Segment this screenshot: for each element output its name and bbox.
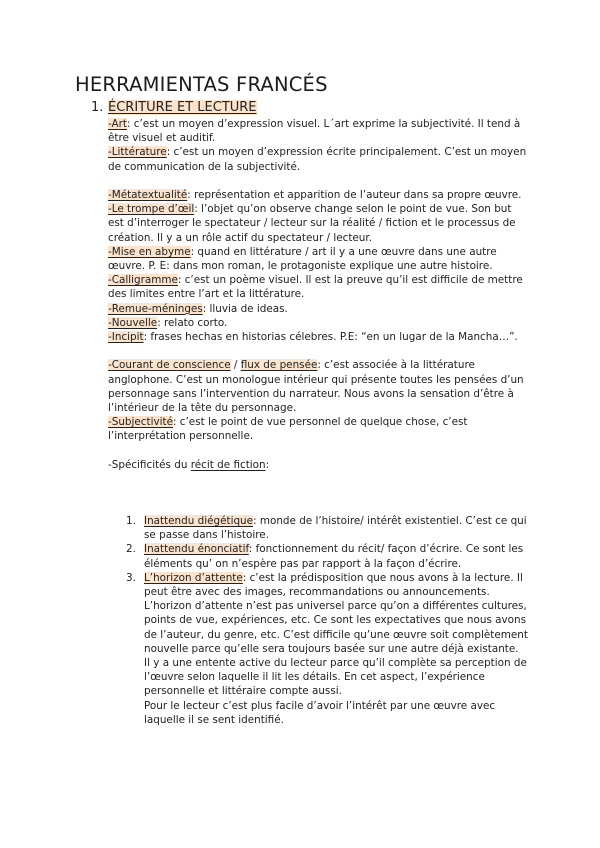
definition-text: : lluvia de ideas. <box>202 302 288 315</box>
term: -Art <box>108 118 127 130</box>
definition-text: : c’est un poème visuel. Il est la preuve qu’il est difficile de mettre des limites entre l’art et la littérature. <box>108 274 523 301</box>
list-item <box>126 571 534 727</box>
term: flux de pensée <box>240 359 318 372</box>
list-item <box>126 542 534 570</box>
list-number: 1. <box>126 515 136 527</box>
definition-metatextualite <box>108 188 528 202</box>
term: -Subjectivité <box>108 416 173 429</box>
definition-text: : c’est associée à la littérature anglophone. C’est un monologue intérieur qui présente toutes les pensées d’un personnage sans l’intervention du narrateur. Nous avons la sensation d’être à l’intérieur de la tête du personnage. <box>108 359 524 415</box>
term: -Incipit <box>108 331 144 344</box>
definition-text: : relato corto. <box>157 316 228 329</box>
term: -Remue-méninges <box>108 302 203 315</box>
term: -Courant de conscience <box>108 359 231 372</box>
definition-mise-en-abyme <box>108 245 528 273</box>
page-title: HERRAMIENTAS FRANCÉS <box>75 73 328 96</box>
definition-trompe-oeil <box>108 202 528 245</box>
definition-text: : quand en littérature / art il y a une œuvre dans une autre œuvre. P. E: dans mon roman, le protagoniste explique une autre histoire. <box>108 245 497 273</box>
term: -Métatextualité <box>108 189 188 201</box>
definition-calligramme <box>108 273 528 301</box>
definition-incipit <box>108 330 528 344</box>
specifics-prefix: -Spécificités du <box>108 458 191 471</box>
definition-art <box>108 117 528 145</box>
term: -Calligramme <box>108 274 178 287</box>
section-title-text: ÉCRITURE ET LECTURE <box>108 100 257 115</box>
definition-subjectivite <box>108 415 528 443</box>
list-text: : c’est la prédisposition que nous avons à la lecture. Il peut être avec des images, recommandations ou announcements. L’horizon d’attente n’est pas universel parce qu’on a différentes cultures, points de vue, expériences, etc. Ce sont les expectatives que nous avons de l’auteur, du genre, etc. C’est difficile qu’une œuvre soit complètement nouvelle parce qu’elle sera toujours basée sur une autre déjà existante. <box>144 571 528 655</box>
definition-text: : c’est un moyen d’expression visuel. L´art exprime la subjectivité. Il tend à être visuel et auditif. <box>108 118 521 145</box>
list-text: : monde de l’histoire/ intérêt existentiel. C’est ce qui se passe dans l’histoire. <box>144 515 527 542</box>
list-paragraph: Pour le lecteur c’est plus facile d’avoir l’intérêt par une œuvre avec laquelle il se sent identifié. <box>144 699 496 726</box>
specifics-list <box>126 514 534 727</box>
definition-text: : représentation et apparition de l’auteur dans sa propre œuvre. <box>187 189 522 201</box>
definitions-block <box>108 117 528 472</box>
specifics-suffix: : <box>265 458 270 471</box>
list-number: 2. <box>126 543 136 556</box>
specifics-heading <box>108 458 528 472</box>
term: L’horizon d’attente <box>144 571 243 584</box>
term: -Mise en abyme <box>108 245 191 258</box>
definition-text: : c’est le point de vue personnel de quelque chose, c’est l’interprétation personnelle. <box>108 416 468 443</box>
section-title <box>108 100 257 115</box>
list-number: 3. <box>126 571 136 584</box>
list-text: : fonctionnement du récit/ façon d’écrire. Ce sont les éléments qu’ on n’espère pas par rapport à la façon d’écrire. <box>144 543 524 570</box>
term: Inattendu énonciatif <box>144 543 249 556</box>
list-item <box>126 514 534 542</box>
section-number: 1. <box>91 100 104 115</box>
list-paragraph: Il y a une entente active du lecteur parce qu’il complète sa perception de l’œuvre selon laquelle il lit les détails. En cet aspect, l’expérience personnelle et littéraire compte aussi. <box>144 657 527 698</box>
definition-courant-de-conscience <box>108 358 528 415</box>
definition-text: : l’objet qu’on observe change selon le point de vue. Son but est d’interroger le spectateur / lecteur sur la réalité / fiction et le processus de création. Il y a un rôle actif du spectateur / lecteur. <box>108 203 516 244</box>
definition-text: : c’est un moyen d’expression écrite principalement. C’est un moyen de communication de la subjectivité. <box>108 146 527 173</box>
specifics-link: récit de fiction <box>190 458 266 471</box>
definition-text: : frases hechas en historias célebres. P.E: “en un lugar de la Mancha…”. <box>143 331 518 344</box>
term: -Nouvelle <box>108 316 158 329</box>
term-separator: / <box>230 359 241 372</box>
definition-remue-meninges <box>108 302 528 316</box>
term: -Littérature <box>108 146 167 159</box>
definition-nouvelle <box>108 316 528 330</box>
definition-litterature <box>108 145 528 173</box>
term: Inattendu diégétique <box>144 515 254 527</box>
term: -Le trompe d’œil <box>108 203 195 216</box>
